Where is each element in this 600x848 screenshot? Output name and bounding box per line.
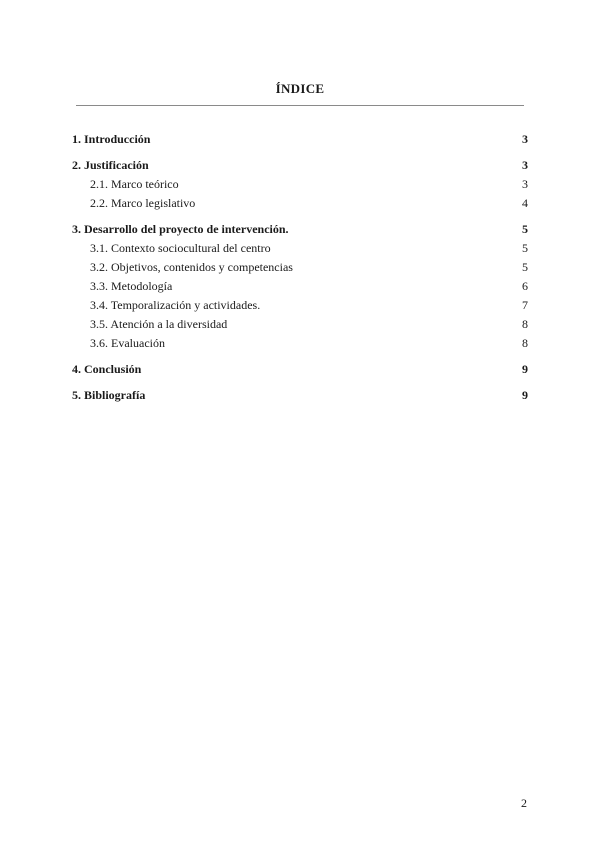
page-title: ÍNDICE [275, 81, 325, 96]
toc-entry-label: 1. Introducción [72, 132, 151, 146]
toc-entry-introduccion[interactable] [72, 131, 528, 147]
toc-entry-page: 5 [522, 222, 528, 236]
toc-entry-label: 3.1. Contexto sociocultural del centro [90, 241, 271, 255]
toc-entry-justificacion[interactable] [72, 157, 528, 173]
toc-entry-label: 3. Desarrollo del proyecto de intervención. [72, 222, 289, 236]
toc-entry-label: 4. Conclusión [72, 362, 142, 376]
toc-entry-page: 6 [522, 279, 528, 293]
toc-entry-label: 3.6. Evaluación [90, 336, 165, 350]
page-number: 2 [521, 796, 527, 810]
toc-entry-atencion-diversidad[interactable] [72, 316, 528, 332]
toc-entry-metodologia[interactable] [72, 278, 528, 294]
toc-entry-page: 5 [522, 260, 528, 274]
toc-entry-page: 3 [522, 158, 528, 172]
toc-entry-temporalizacion[interactable] [72, 297, 528, 313]
toc-entry-page: 9 [522, 362, 528, 376]
toc-entry-page: 5 [522, 241, 528, 255]
toc-entry-page: 9 [522, 388, 528, 402]
toc-entry-label: 2.1. Marco teórico [90, 177, 179, 191]
toc-entry-label: 3.5. Atención a la diversidad [90, 317, 228, 331]
toc-entry-evaluacion[interactable] [72, 335, 528, 351]
toc-entry-page: 7 [522, 298, 528, 312]
toc-entry-page: 3 [522, 132, 528, 146]
toc-entry-label: 2. Justificación [72, 158, 149, 172]
toc-entry-page: 8 [522, 336, 528, 350]
toc-entry-label: 3.4. Temporalización y actividades. [90, 298, 261, 312]
toc-entry-label: 2.2. Marco legislativo [90, 196, 196, 210]
toc-entry-bibliografia[interactable] [72, 387, 528, 403]
toc-entry-objetivos[interactable] [72, 259, 528, 275]
toc-entry-page: 4 [522, 196, 528, 210]
toc-entry-marco-teorico[interactable] [72, 176, 528, 192]
toc-entry-desarrollo[interactable] [72, 221, 528, 237]
toc-entry-contexto[interactable] [72, 240, 528, 256]
table-of-contents [72, 0, 528, 848]
toc-entry-marco-legislativo[interactable] [72, 195, 528, 211]
toc-entry-page: 3 [522, 177, 528, 191]
toc-entry-page: 8 [522, 317, 528, 331]
toc-entry-conclusion[interactable] [72, 361, 528, 377]
toc-entry-label: 3.3. Metodología [90, 279, 173, 293]
toc-entry-label: 3.2. Objetivos, contenidos y competencias [90, 260, 293, 274]
toc-entry-label: 5. Bibliografía [72, 388, 146, 402]
